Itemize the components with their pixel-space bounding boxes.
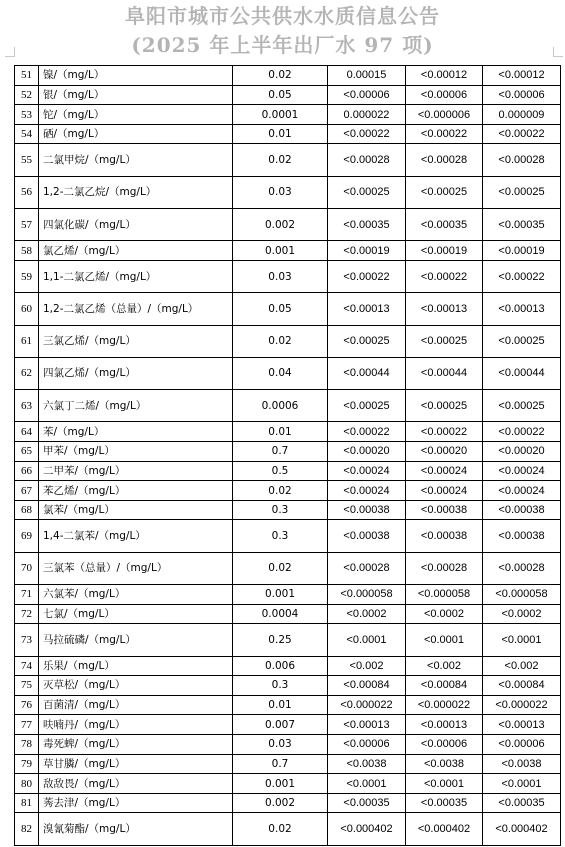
result-value-3: <0.00024 — [483, 461, 561, 481]
table-row — [15, 325, 561, 357]
row-number: 59 — [15, 260, 39, 292]
item-name: 氯乙烯/（mg/L） — [39, 241, 233, 261]
result-value-1: <0.00025 — [328, 176, 406, 208]
row-number: 72 — [15, 604, 39, 624]
table-row — [15, 390, 561, 422]
item-name: 镍/（mg/L） — [39, 66, 233, 86]
result-value-1: <0.002 — [328, 656, 406, 676]
limit-value: 0.3 — [233, 500, 328, 520]
result-value-1: <0.000022 — [328, 695, 406, 715]
table-row — [15, 585, 561, 605]
result-value-2: <0.000402 — [406, 813, 483, 846]
result-value-1: <0.00013 — [328, 715, 406, 735]
result-value-3: <0.00025 — [483, 390, 561, 422]
result-value-3: <0.00022 — [483, 124, 561, 144]
item-name: 灭草松/（mg/L） — [39, 676, 233, 696]
result-value-1: <0.00020 — [328, 442, 406, 462]
result-value-2: <0.0038 — [406, 754, 483, 774]
limit-value: 0.04 — [233, 357, 328, 389]
table-row — [15, 500, 561, 520]
table-row — [15, 66, 561, 86]
result-value-1: <0.00022 — [328, 260, 406, 292]
table-row — [15, 774, 561, 794]
table-row — [15, 293, 561, 325]
row-number: 78 — [15, 735, 39, 755]
result-value-1: <0.00028 — [328, 552, 406, 584]
row-number: 67 — [15, 481, 39, 501]
limit-value: 0.03 — [233, 176, 328, 208]
result-value-3: <0.00044 — [483, 357, 561, 389]
result-value-2: <0.00038 — [406, 520, 483, 552]
item-name: 四氯化碳/（mg/L） — [39, 209, 233, 241]
result-value-1: <0.0002 — [328, 604, 406, 624]
table-row — [15, 676, 561, 696]
row-number: 69 — [15, 520, 39, 552]
table-row — [15, 176, 561, 208]
limit-value: 0.001 — [233, 241, 328, 261]
item-name: 苯/（mg/L） — [39, 422, 233, 442]
row-number: 74 — [15, 656, 39, 676]
result-value-2: <0.000022 — [406, 695, 483, 715]
result-value-1: <0.00006 — [328, 85, 406, 105]
limit-value: 0.001 — [233, 774, 328, 794]
item-name: 莠去津/（mg/L） — [39, 793, 233, 813]
result-value-2: <0.00019 — [406, 241, 483, 261]
result-value-2: <0.0002 — [406, 604, 483, 624]
result-value-3: <0.002 — [483, 656, 561, 676]
result-value-1: <0.000058 — [328, 585, 406, 605]
limit-value: 0.02 — [233, 552, 328, 584]
result-value-1: <0.00024 — [328, 481, 406, 501]
table-row — [15, 241, 561, 261]
result-value-3: <0.00025 — [483, 176, 561, 208]
result-value-2: <0.00084 — [406, 676, 483, 696]
result-value-3: <0.00022 — [483, 260, 561, 292]
item-name: 马拉硫磷/（mg/L） — [39, 624, 233, 656]
result-value-1: <0.00006 — [328, 735, 406, 755]
result-value-3: <0.00035 — [483, 793, 561, 813]
table-row — [15, 357, 561, 389]
table-row — [15, 695, 561, 715]
row-number: 80 — [15, 774, 39, 794]
page-subtitle: (2025 年上半年出厂水 97 项) — [131, 33, 434, 57]
result-value-1: <0.0038 — [328, 754, 406, 774]
row-number: 79 — [15, 754, 39, 774]
row-number: 68 — [15, 500, 39, 520]
result-value-1: <0.000402 — [328, 813, 406, 846]
limit-value: 0.5 — [233, 461, 328, 481]
result-value-2: <0.00024 — [406, 461, 483, 481]
limit-value: 0.05 — [233, 293, 328, 325]
result-value-3: <0.0001 — [483, 624, 561, 656]
limit-value: 0.0001 — [233, 105, 328, 125]
limit-value: 0.7 — [233, 754, 328, 774]
result-value-1: <0.0001 — [328, 624, 406, 656]
item-name: 敌敌畏/（mg/L） — [39, 774, 233, 794]
limit-value: 0.7 — [233, 442, 328, 462]
limit-value: 0.02 — [233, 813, 328, 846]
result-value-2: <0.00020 — [406, 442, 483, 462]
result-value-1: <0.00084 — [328, 676, 406, 696]
result-value-2: <0.000006 — [406, 105, 483, 125]
table-row — [15, 144, 561, 176]
limit-value: 0.01 — [233, 695, 328, 715]
result-value-3: <0.0038 — [483, 754, 561, 774]
item-name: 呋喃丹/（mg/L） — [39, 715, 233, 735]
result-value-3: <0.00038 — [483, 520, 561, 552]
table-row — [15, 715, 561, 735]
item-name: 1,4-二氯苯/（mg/L） — [39, 520, 233, 552]
row-number: 54 — [15, 124, 39, 144]
result-value-2: <0.00024 — [406, 481, 483, 501]
item-name: 铊/（mg/L） — [39, 105, 233, 125]
result-value-3: <0.00006 — [483, 735, 561, 755]
result-value-2: <0.00028 — [406, 552, 483, 584]
table-row — [15, 656, 561, 676]
result-value-2: <0.00022 — [406, 422, 483, 442]
result-value-2: <0.0001 — [406, 624, 483, 656]
result-value-3: <0.00019 — [483, 241, 561, 261]
result-value-2: <0.00025 — [406, 325, 483, 357]
result-value-2: <0.00025 — [406, 390, 483, 422]
result-value-2: <0.00025 — [406, 176, 483, 208]
row-number: 60 — [15, 293, 39, 325]
item-name: 氯苯/（mg/L） — [39, 500, 233, 520]
result-value-2: <0.00013 — [406, 715, 483, 735]
limit-value: 0.0004 — [233, 604, 328, 624]
row-number: 76 — [15, 695, 39, 715]
page-title: 阜阳市城市公共供水水质信息公告 — [125, 4, 440, 28]
row-number: 82 — [15, 813, 39, 846]
table-row — [15, 422, 561, 442]
limit-value: 0.03 — [233, 735, 328, 755]
item-name: 1,2-二氯乙烷/（mg/L） — [39, 176, 233, 208]
table-row — [15, 461, 561, 481]
result-value-3: <0.00024 — [483, 481, 561, 501]
row-number: 62 — [15, 357, 39, 389]
item-name: 草甘膦/（mg/L） — [39, 754, 233, 774]
item-name: 乐果/（mg/L） — [39, 656, 233, 676]
limit-value: 0.3 — [233, 520, 328, 552]
item-name: 苯乙烯/（mg/L） — [39, 481, 233, 501]
item-name: 三氯乙烯/（mg/L） — [39, 325, 233, 357]
table-row — [15, 481, 561, 501]
corner-mark-right — [553, 47, 563, 57]
item-name: 硒/（mg/L） — [39, 124, 233, 144]
result-value-1: <0.00025 — [328, 390, 406, 422]
result-value-1: <0.00013 — [328, 293, 406, 325]
table-row — [15, 209, 561, 241]
result-value-2: <0.00038 — [406, 500, 483, 520]
result-value-2: <0.00022 — [406, 124, 483, 144]
result-value-2: <0.00013 — [406, 293, 483, 325]
limit-value: 0.25 — [233, 624, 328, 656]
result-value-1: <0.00038 — [328, 500, 406, 520]
table-row — [15, 85, 561, 105]
result-value-1: <0.00025 — [328, 325, 406, 357]
result-value-3: <0.0002 — [483, 604, 561, 624]
limit-value: 0.001 — [233, 585, 328, 605]
limit-value: 0.01 — [233, 422, 328, 442]
corner-mark-left — [5, 47, 15, 57]
limit-value: 0.02 — [233, 66, 328, 86]
table-row — [15, 754, 561, 774]
result-value-1: 0.00015 — [328, 66, 406, 86]
result-value-3: <0.00013 — [483, 715, 561, 735]
result-value-3: <0.00006 — [483, 85, 561, 105]
result-value-1: 0.000022 — [328, 105, 406, 125]
row-number: 56 — [15, 176, 39, 208]
table-row — [15, 813, 561, 846]
limit-value: 0.002 — [233, 793, 328, 813]
row-number: 65 — [15, 442, 39, 462]
result-value-2: <0.00035 — [406, 793, 483, 813]
result-value-3: <0.00028 — [483, 144, 561, 176]
result-value-3: <0.00020 — [483, 442, 561, 462]
limit-value: 0.02 — [233, 481, 328, 501]
result-value-2: <0.00022 — [406, 260, 483, 292]
table-row — [15, 260, 561, 292]
limit-value: 0.3 — [233, 676, 328, 696]
result-value-1: <0.00022 — [328, 422, 406, 442]
result-value-1: <0.00035 — [328, 209, 406, 241]
result-value-3: <0.00028 — [483, 552, 561, 584]
result-value-2: <0.00035 — [406, 209, 483, 241]
row-number: 70 — [15, 552, 39, 584]
table-row — [15, 604, 561, 624]
row-number: 64 — [15, 422, 39, 442]
table-row — [15, 124, 561, 144]
item-name: 甲苯/（mg/L） — [39, 442, 233, 462]
limit-value: 0.01 — [233, 124, 328, 144]
row-number: 61 — [15, 325, 39, 357]
item-name: 二甲苯/（mg/L） — [39, 461, 233, 481]
result-value-1: <0.00022 — [328, 124, 406, 144]
result-value-3: <0.00025 — [483, 325, 561, 357]
item-name: 七氯/（mg/L） — [39, 604, 233, 624]
result-value-3: <0.00022 — [483, 422, 561, 442]
row-number: 75 — [15, 676, 39, 696]
table-row — [15, 520, 561, 552]
result-value-3: <0.000058 — [483, 585, 561, 605]
limit-value: 0.05 — [233, 85, 328, 105]
table-row — [15, 552, 561, 584]
result-value-1: <0.00019 — [328, 241, 406, 261]
result-value-2: <0.00006 — [406, 85, 483, 105]
result-value-1: <0.00044 — [328, 357, 406, 389]
limit-value: 0.02 — [233, 325, 328, 357]
table-row — [15, 793, 561, 813]
limit-value: 0.002 — [233, 209, 328, 241]
item-name: 1,2-二氯乙烯（总量）/（mg/L） — [39, 293, 233, 325]
result-value-3: <0.00035 — [483, 209, 561, 241]
result-value-2: <0.00028 — [406, 144, 483, 176]
result-value-3: 0.000009 — [483, 105, 561, 125]
row-number: 55 — [15, 144, 39, 176]
result-value-2: <0.00006 — [406, 735, 483, 755]
result-value-1: <0.00035 — [328, 793, 406, 813]
row-number: 52 — [15, 85, 39, 105]
item-name: 二氯甲烷/（mg/L） — [39, 144, 233, 176]
row-number: 57 — [15, 209, 39, 241]
limit-value: 0.006 — [233, 656, 328, 676]
row-number: 77 — [15, 715, 39, 735]
result-value-2: <0.000058 — [406, 585, 483, 605]
result-value-3: <0.000022 — [483, 695, 561, 715]
row-number: 66 — [15, 461, 39, 481]
item-name: 百菌清/（mg/L） — [39, 695, 233, 715]
result-value-3: <0.0001 — [483, 774, 561, 794]
item-name: 六氯丁二烯/（mg/L） — [39, 390, 233, 422]
row-number: 51 — [15, 66, 39, 86]
result-value-1: <0.00024 — [328, 461, 406, 481]
table-row — [15, 442, 561, 462]
table-row — [15, 624, 561, 656]
limit-value: 0.03 — [233, 260, 328, 292]
result-value-1: <0.00038 — [328, 520, 406, 552]
result-value-3: <0.00084 — [483, 676, 561, 696]
row-number: 63 — [15, 390, 39, 422]
table-body — [15, 66, 561, 846]
result-value-3: <0.00038 — [483, 500, 561, 520]
result-value-1: <0.00028 — [328, 144, 406, 176]
limit-value: 0.0006 — [233, 390, 328, 422]
item-name: 溴氰菊酯/（mg/L） — [39, 813, 233, 846]
item-name: 六氯苯/（mg/L） — [39, 585, 233, 605]
item-name: 三氯苯（总量）/（mg/L） — [39, 552, 233, 584]
water-quality-table — [14, 65, 561, 846]
row-number: 53 — [15, 105, 39, 125]
result-value-2: <0.00044 — [406, 357, 483, 389]
result-value-2: <0.002 — [406, 656, 483, 676]
limit-value: 0.007 — [233, 715, 328, 735]
result-value-3: <0.00013 — [483, 293, 561, 325]
item-name: 四氯乙烯/（mg/L） — [39, 357, 233, 389]
result-value-3: <0.00012 — [483, 66, 561, 86]
item-name: 1,1-二氯乙烯/（mg/L） — [39, 260, 233, 292]
result-value-1: <0.0001 — [328, 774, 406, 794]
limit-value: 0.02 — [233, 144, 328, 176]
result-value-2: <0.00012 — [406, 66, 483, 86]
table-row — [15, 735, 561, 755]
item-name: 毒死蜱/（mg/L） — [39, 735, 233, 755]
row-number: 73 — [15, 624, 39, 656]
result-value-2: <0.0001 — [406, 774, 483, 794]
row-number: 58 — [15, 241, 39, 261]
result-value-3: <0.000402 — [483, 813, 561, 846]
table-row — [15, 105, 561, 125]
row-number: 71 — [15, 585, 39, 605]
item-name: 银/（mg/L） — [39, 85, 233, 105]
row-number: 81 — [15, 793, 39, 813]
